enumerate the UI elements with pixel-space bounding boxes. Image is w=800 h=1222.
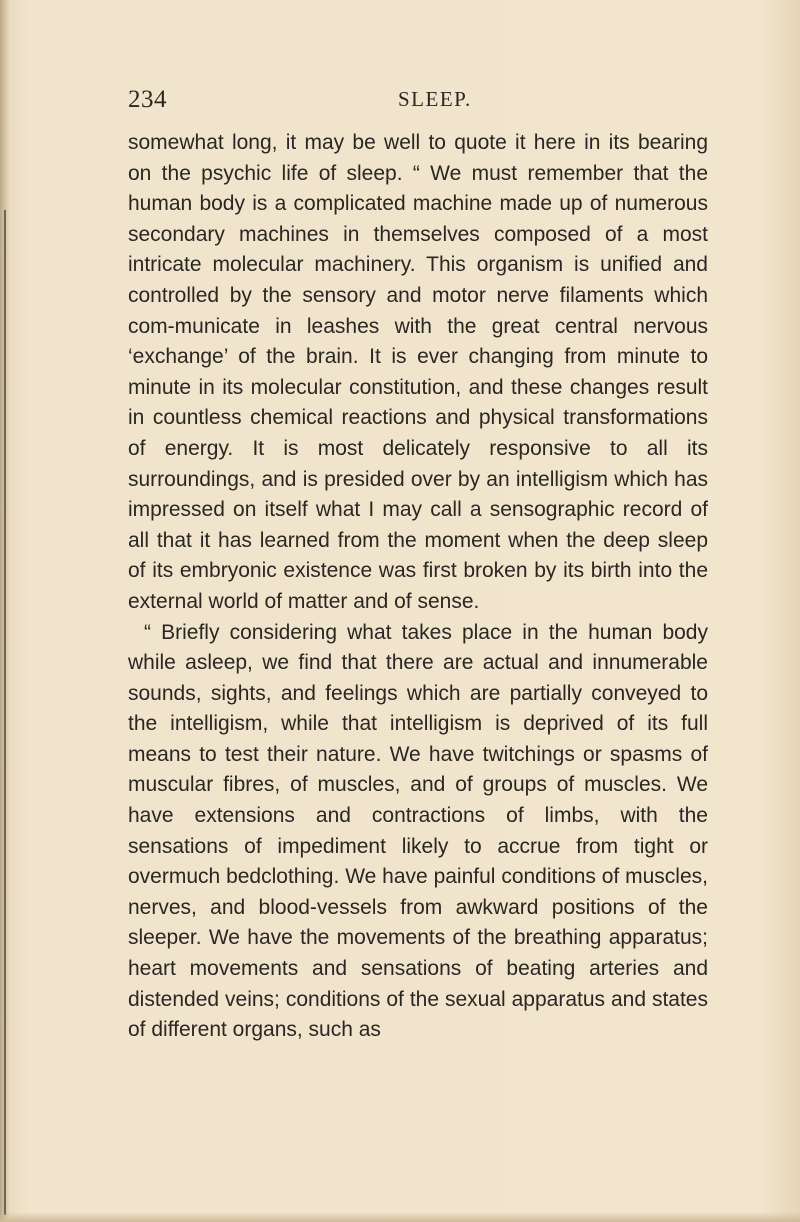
binding-edge <box>4 210 6 1215</box>
page-number: 234 <box>128 86 167 113</box>
page-bottom-edge <box>0 1212 800 1222</box>
page-header <box>128 86 708 116</box>
body-text <box>128 128 708 1046</box>
paragraph: “ Briefly considering what takes place in the human body while asleep, we find that there are actual and innumerable sounds, sights, and feelings which are partially conveyed to the intelligism, while that intelligism is deprived of its full means to test their nature. We have twitchings or spasms of muscular fibres, of muscles, and of groups of muscles. We have extensions and contractions of limbs, with the sensations of impediment likely to accrue from tight or overmuch bedclothing. We have painful conditions of muscles, nerves, and blood-vessels from awkward positions of the sleeper. We have the movements of the breathing apparatus; heart movements and sensations of beating arteries and distended veins; conditions of the sexual apparatus and states of different organs, such as <box>128 620 708 1042</box>
paragraph: somewhat long, it may be well to quote it here in its bearing on the psychic life of sleep. “ We must remember that the human body is a complicated machine made up of numerous secondary machines in themselves composed of a most intricate molecular machinery. This organism is unified and controlled by the sensory and motor nerve filaments which com-municate in leashes with the great central nervous ‘exchange’ of the brain. It is ever changing from minute to minute in its molecular constitution, and these changes result in countless chemical reactions and physical transformations of energy. It is most delicately responsive to all its surroundings, and is presided over by an intelligism which has impressed on itself what I may call a sensographic record of all that it has learned from the moment when the deep sleep of its embryonic existence was first broken by its birth into the external world of matter and of sense. <box>128 131 708 613</box>
running-head: SLEEP. <box>398 87 472 111</box>
